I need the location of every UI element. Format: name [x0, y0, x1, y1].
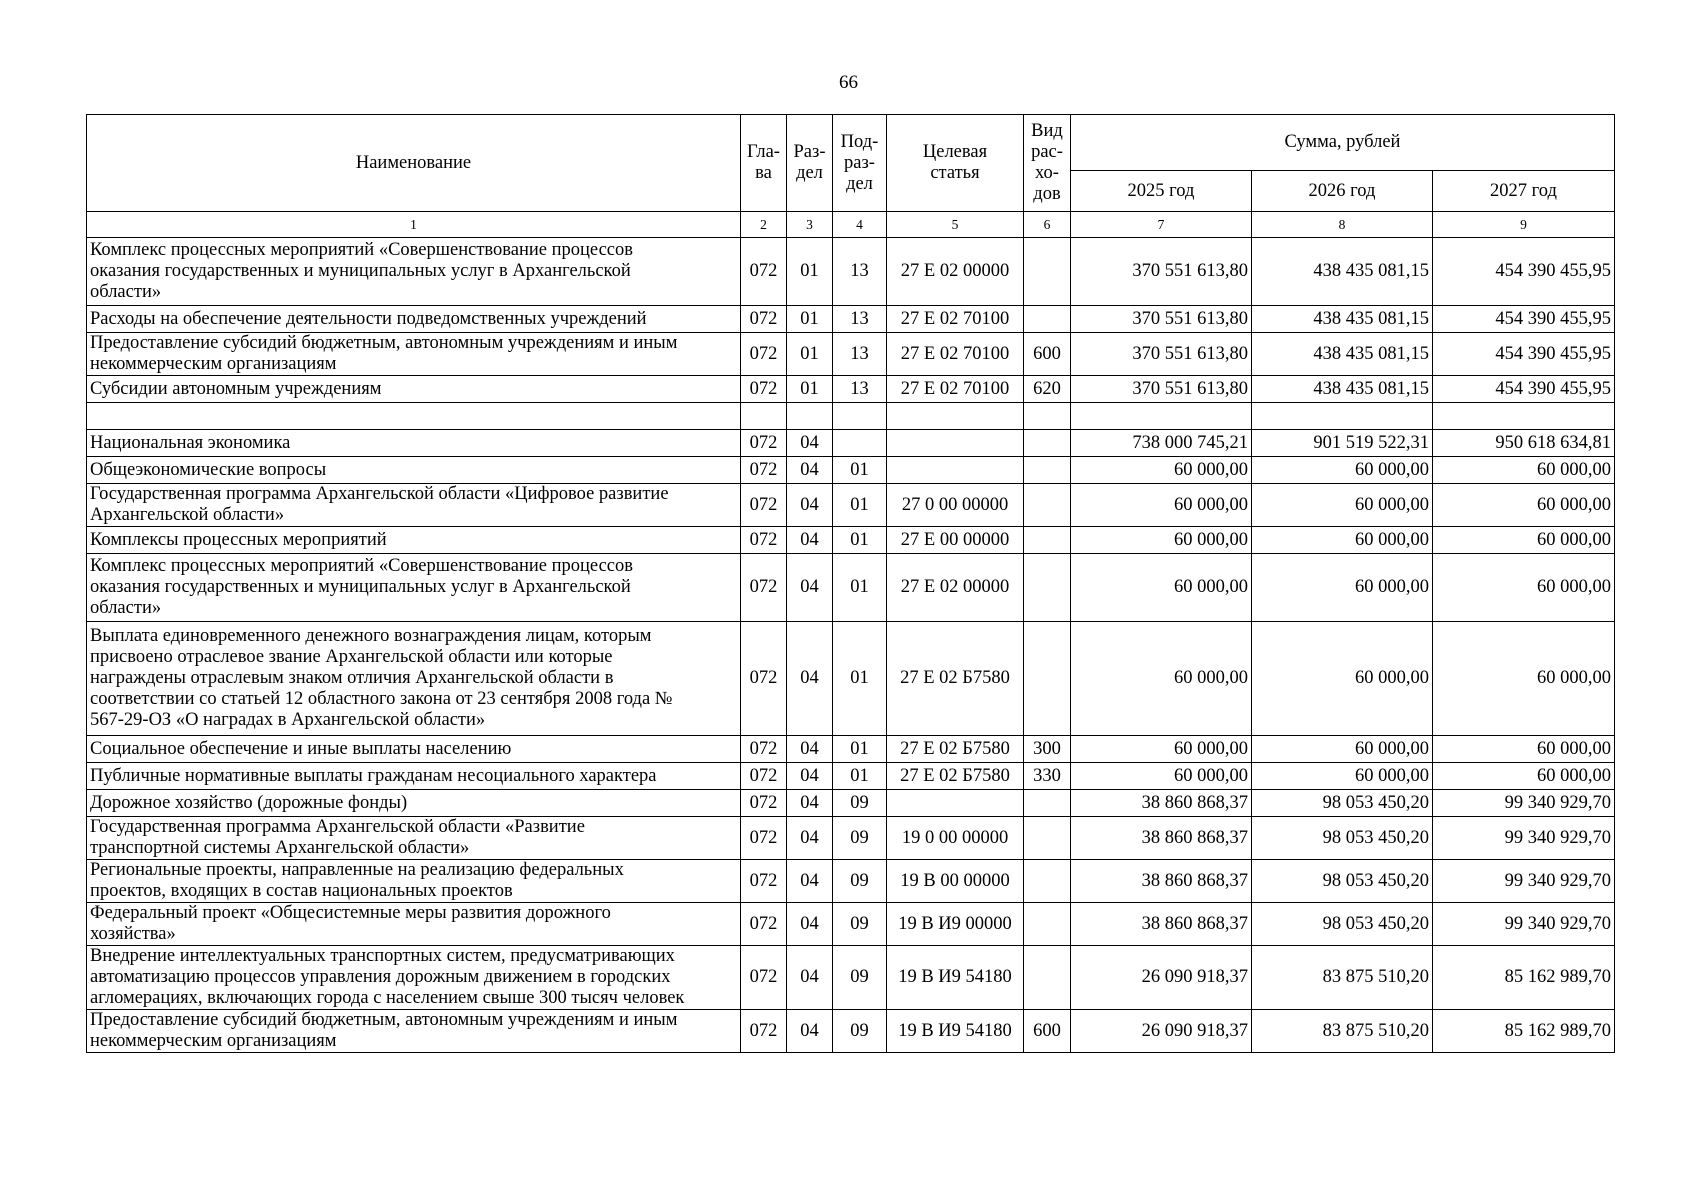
row-vid-rashodov	[1024, 554, 1071, 622]
row-podrazdel: 09	[833, 860, 887, 903]
row-podrazdel	[833, 430, 887, 457]
row-podrazdel: 01	[833, 554, 887, 622]
row-razdel: 04	[787, 790, 833, 817]
table-row	[87, 238, 1615, 306]
row-sum-2025: 38 860 868,37	[1071, 817, 1252, 860]
row-celevaya-statya: 27 Е 02 00000	[887, 554, 1024, 622]
row-glava	[741, 403, 787, 430]
row-glava: 072	[741, 763, 787, 790]
table-row	[87, 790, 1615, 817]
row-glava: 072	[741, 430, 787, 457]
row-glava: 072	[741, 736, 787, 763]
row-sum-2026: 60 000,00	[1252, 457, 1433, 484]
row-podrazdel: 09	[833, 946, 887, 1010]
row-sum-2026: 98 053 450,20	[1252, 860, 1433, 903]
row-razdel: 04	[787, 946, 833, 1010]
row-glava: 072	[741, 238, 787, 306]
row-razdel: 04	[787, 484, 833, 527]
table-row	[87, 484, 1615, 527]
row-sum-2025: 60 000,00	[1071, 622, 1252, 736]
row-vid-rashodov	[1024, 484, 1071, 527]
row-glava: 072	[741, 333, 787, 376]
table-row	[87, 306, 1615, 333]
table-row	[87, 333, 1615, 376]
row-razdel	[787, 403, 833, 430]
row-sum-2025: 38 860 868,37	[1071, 860, 1252, 903]
row-celevaya-statya: 27 Е 00 00000	[887, 527, 1024, 554]
row-vid-rashodov: 600	[1024, 1010, 1071, 1053]
table-row	[87, 817, 1615, 860]
header-vid-rashodov: Вид рас- хо- дов	[1024, 115, 1071, 212]
header-year-2027: 2027 год	[1433, 171, 1615, 212]
table-row	[87, 430, 1615, 457]
row-sum-2025: 60 000,00	[1071, 527, 1252, 554]
row-razdel: 04	[787, 860, 833, 903]
row-razdel: 01	[787, 333, 833, 376]
table-row	[87, 622, 1615, 736]
row-name: Предоставление субсидий бюджетным, автономным учреждениям и иным некоммерческим организациям	[87, 1010, 741, 1053]
column-index: 3	[787, 212, 833, 238]
row-vid-rashodov	[1024, 790, 1071, 817]
row-celevaya-statya: 19 В И9 54180	[887, 1010, 1024, 1053]
row-celevaya-statya: 27 0 00 00000	[887, 484, 1024, 527]
table-row	[87, 860, 1615, 903]
row-glava: 072	[741, 306, 787, 333]
row-glava: 072	[741, 903, 787, 946]
row-razdel: 04	[787, 763, 833, 790]
row-podrazdel: 09	[833, 903, 887, 946]
row-vid-rashodov	[1024, 238, 1071, 306]
header-year-2025: 2025 год	[1071, 171, 1252, 212]
row-vid-rashodov: 600	[1024, 333, 1071, 376]
table-row	[87, 903, 1615, 946]
row-razdel: 04	[787, 736, 833, 763]
row-vid-rashodov: 300	[1024, 736, 1071, 763]
row-sum-2025: 60 000,00	[1071, 484, 1252, 527]
row-sum-2025: 60 000,00	[1071, 457, 1252, 484]
row-sum-2025: 370 551 613,80	[1071, 306, 1252, 333]
row-sum-2027: 60 000,00	[1433, 554, 1615, 622]
row-name: Расходы на обеспечение деятельности подведомственных учреждений	[87, 306, 741, 333]
row-glava: 072	[741, 484, 787, 527]
row-celevaya-statya: 19 В 00 00000	[887, 860, 1024, 903]
row-vid-rashodov: 330	[1024, 763, 1071, 790]
row-name: Дорожное хозяйство (дорожные фонды)	[87, 790, 741, 817]
row-podrazdel: 01	[833, 484, 887, 527]
row-podrazdel: 09	[833, 790, 887, 817]
row-celevaya-statya	[887, 790, 1024, 817]
row-glava: 072	[741, 946, 787, 1010]
row-sum-2025	[1071, 403, 1252, 430]
row-sum-2026: 83 875 510,20	[1252, 946, 1433, 1010]
row-sum-2026: 98 053 450,20	[1252, 817, 1433, 860]
table-row	[87, 457, 1615, 484]
row-sum-2026: 438 435 081,15	[1252, 238, 1433, 306]
column-index: 4	[833, 212, 887, 238]
row-vid-rashodov	[1024, 622, 1071, 736]
row-sum-2027: 60 000,00	[1433, 484, 1615, 527]
row-celevaya-statya: 27 Е 02 70100	[887, 306, 1024, 333]
header-celevaya-statya: Целевая статья	[887, 115, 1024, 212]
row-vid-rashodov	[1024, 306, 1071, 333]
header-summa: Сумма, рублей	[1071, 115, 1615, 171]
row-celevaya-statya	[887, 457, 1024, 484]
row-vid-rashodov	[1024, 527, 1071, 554]
row-razdel: 04	[787, 903, 833, 946]
row-vid-rashodov	[1024, 403, 1071, 430]
row-razdel: 04	[787, 527, 833, 554]
column-index: 6	[1024, 212, 1071, 238]
row-glava: 072	[741, 457, 787, 484]
row-celevaya-statya: 19 В И9 54180	[887, 946, 1024, 1010]
row-celevaya-statya: 19 0 00 00000	[887, 817, 1024, 860]
row-celevaya-statya: 19 В И9 00000	[887, 903, 1024, 946]
row-podrazdel: 01	[833, 457, 887, 484]
row-sum-2027: 454 390 455,95	[1433, 333, 1615, 376]
row-sum-2025: 38 860 868,37	[1071, 903, 1252, 946]
column-index: 5	[887, 212, 1024, 238]
row-sum-2025: 370 551 613,80	[1071, 376, 1252, 403]
row-sum-2026: 438 435 081,15	[1252, 306, 1433, 333]
row-podrazdel: 09	[833, 1010, 887, 1053]
header-year-2026: 2026 год	[1252, 171, 1433, 212]
row-sum-2025: 38 860 868,37	[1071, 790, 1252, 817]
row-celevaya-statya: 27 Е 02 Б7580	[887, 736, 1024, 763]
header-podrazdel: Под- раз- дел	[833, 115, 887, 212]
table-row	[87, 527, 1615, 554]
header-glava: Гла- ва	[741, 115, 787, 212]
row-razdel: 04	[787, 622, 833, 736]
budget-table	[86, 114, 1615, 1053]
row-vid-rashodov	[1024, 817, 1071, 860]
row-sum-2027: 99 340 929,70	[1433, 790, 1615, 817]
table-row	[87, 376, 1615, 403]
header-razdel: Раз- дел	[787, 115, 833, 212]
row-sum-2026: 83 875 510,20	[1252, 1010, 1433, 1053]
row-celevaya-statya	[887, 403, 1024, 430]
row-glava: 072	[741, 1010, 787, 1053]
row-name: Региональные проекты, направленные на реализацию федеральных проектов, входящих в состав национальных проектов	[87, 860, 741, 903]
row-sum-2027: 60 000,00	[1433, 457, 1615, 484]
row-sum-2027: 99 340 929,70	[1433, 860, 1615, 903]
row-glava: 072	[741, 817, 787, 860]
row-razdel: 04	[787, 457, 833, 484]
row-sum-2027: 85 162 989,70	[1433, 1010, 1615, 1053]
row-name: Субсидии автономным учреждениям	[87, 376, 741, 403]
header-name: Наименование	[87, 115, 741, 212]
row-celevaya-statya: 27 Е 02 70100	[887, 333, 1024, 376]
row-sum-2025: 60 000,00	[1071, 736, 1252, 763]
row-sum-2026: 98 053 450,20	[1252, 903, 1433, 946]
row-sum-2027	[1433, 403, 1615, 430]
row-name: Государственная программа Архангельской области «Развитие транспортной системы Архангельской области»	[87, 817, 741, 860]
row-glava: 072	[741, 622, 787, 736]
row-podrazdel: 01	[833, 622, 887, 736]
column-index: 9	[1433, 212, 1615, 238]
row-name: Выплата единовременного денежного вознаграждения лицам, которым присвоено отраслевое звание Архангельской области или которые награждены отраслевым знаком отличия Архангельской области в соответствии со статьей 12 областного закона от 23 сентября 2008 года № 567-29-ОЗ «О наградах в Архангельской области»	[87, 622, 741, 736]
row-razdel: 04	[787, 1010, 833, 1053]
column-index: 2	[741, 212, 787, 238]
row-sum-2025: 370 551 613,80	[1071, 238, 1252, 306]
row-name: Внедрение интеллектуальных транспортных систем, предусматривающих автоматизацию процессов управления дорожным движением в городских агломерациях, включающих города с населением свыше 300 тысяч человек	[87, 946, 741, 1010]
row-sum-2025: 738 000 745,21	[1071, 430, 1252, 457]
row-podrazdel: 01	[833, 527, 887, 554]
row-sum-2026: 60 000,00	[1252, 736, 1433, 763]
row-glava: 072	[741, 554, 787, 622]
row-vid-rashodov	[1024, 457, 1071, 484]
row-glava: 072	[741, 527, 787, 554]
row-celevaya-statya: 27 Е 02 70100	[887, 376, 1024, 403]
row-name	[87, 403, 741, 430]
row-sum-2026: 60 000,00	[1252, 763, 1433, 790]
row-sum-2027: 950 618 634,81	[1433, 430, 1615, 457]
row-glava: 072	[741, 376, 787, 403]
row-sum-2026	[1252, 403, 1433, 430]
row-podrazdel: 09	[833, 817, 887, 860]
row-sum-2025: 60 000,00	[1071, 554, 1252, 622]
row-name: Национальная экономика	[87, 430, 741, 457]
row-sum-2026: 98 053 450,20	[1252, 790, 1433, 817]
row-sum-2026: 438 435 081,15	[1252, 333, 1433, 376]
row-celevaya-statya: 27 Е 02 Б7580	[887, 763, 1024, 790]
column-index: 7	[1071, 212, 1252, 238]
table-row	[87, 403, 1615, 430]
row-name: Общеэкономические вопросы	[87, 457, 741, 484]
row-sum-2027: 99 340 929,70	[1433, 903, 1615, 946]
row-sum-2027: 454 390 455,95	[1433, 376, 1615, 403]
row-vid-rashodov	[1024, 903, 1071, 946]
row-podrazdel: 13	[833, 333, 887, 376]
row-podrazdel: 13	[833, 238, 887, 306]
row-sum-2025: 370 551 613,80	[1071, 333, 1252, 376]
row-celevaya-statya: 27 Е 02 Б7580	[887, 622, 1024, 736]
row-sum-2025: 60 000,00	[1071, 763, 1252, 790]
row-razdel: 01	[787, 306, 833, 333]
row-sum-2027: 60 000,00	[1433, 763, 1615, 790]
row-vid-rashodov	[1024, 860, 1071, 903]
page-number: 66	[839, 72, 858, 93]
row-sum-2027: 99 340 929,70	[1433, 817, 1615, 860]
row-podrazdel: 01	[833, 736, 887, 763]
row-sum-2026: 901 519 522,31	[1252, 430, 1433, 457]
row-razdel: 01	[787, 376, 833, 403]
column-index-row	[87, 212, 1615, 238]
row-podrazdel: 01	[833, 763, 887, 790]
row-vid-rashodov	[1024, 946, 1071, 1010]
table-row	[87, 946, 1615, 1010]
row-name: Государственная программа Архангельской области «Цифровое развитие Архангельской области»	[87, 484, 741, 527]
row-razdel: 04	[787, 430, 833, 457]
table-row	[87, 736, 1615, 763]
row-name: Комплекс процессных мероприятий «Совершенствование процессов оказания государственных и муниципальных услуг в Архангельской области»	[87, 238, 741, 306]
row-sum-2026: 60 000,00	[1252, 554, 1433, 622]
row-name: Социальное обеспечение и иные выплаты населению	[87, 736, 741, 763]
row-glava: 072	[741, 860, 787, 903]
row-podrazdel	[833, 403, 887, 430]
row-razdel: 01	[787, 238, 833, 306]
row-razdel: 04	[787, 817, 833, 860]
row-name: Предоставление субсидий бюджетным, автономным учреждениям и иным некоммерческим организациям	[87, 333, 741, 376]
row-sum-2026: 438 435 081,15	[1252, 376, 1433, 403]
row-sum-2025: 26 090 918,37	[1071, 1010, 1252, 1053]
row-sum-2027: 454 390 455,95	[1433, 238, 1615, 306]
row-celevaya-statya	[887, 430, 1024, 457]
row-razdel: 04	[787, 554, 833, 622]
row-vid-rashodov	[1024, 430, 1071, 457]
row-sum-2026: 60 000,00	[1252, 527, 1433, 554]
row-name: Публичные нормативные выплаты гражданам несоциального характера	[87, 763, 741, 790]
column-index: 1	[87, 212, 741, 238]
table-row	[87, 763, 1615, 790]
column-index: 8	[1252, 212, 1433, 238]
row-podrazdel: 13	[833, 306, 887, 333]
row-sum-2026: 60 000,00	[1252, 622, 1433, 736]
row-sum-2027: 60 000,00	[1433, 527, 1615, 554]
table-row	[87, 554, 1615, 622]
row-glava: 072	[741, 790, 787, 817]
row-podrazdel: 13	[833, 376, 887, 403]
row-sum-2027: 60 000,00	[1433, 736, 1615, 763]
row-sum-2027: 85 162 989,70	[1433, 946, 1615, 1010]
row-name: Комплексы процессных мероприятий	[87, 527, 741, 554]
row-sum-2027: 454 390 455,95	[1433, 306, 1615, 333]
row-sum-2026: 60 000,00	[1252, 484, 1433, 527]
table-row	[87, 1010, 1615, 1053]
row-vid-rashodov: 620	[1024, 376, 1071, 403]
row-name: Федеральный проект «Общесистемные меры развития дорожного хозяйства»	[87, 903, 741, 946]
row-name: Комплекс процессных мероприятий «Совершенствование процессов оказания государственных и муниципальных услуг в Архангельской области»	[87, 554, 741, 622]
row-sum-2027: 60 000,00	[1433, 622, 1615, 736]
row-celevaya-statya: 27 Е 02 00000	[887, 238, 1024, 306]
row-sum-2025: 26 090 918,37	[1071, 946, 1252, 1010]
